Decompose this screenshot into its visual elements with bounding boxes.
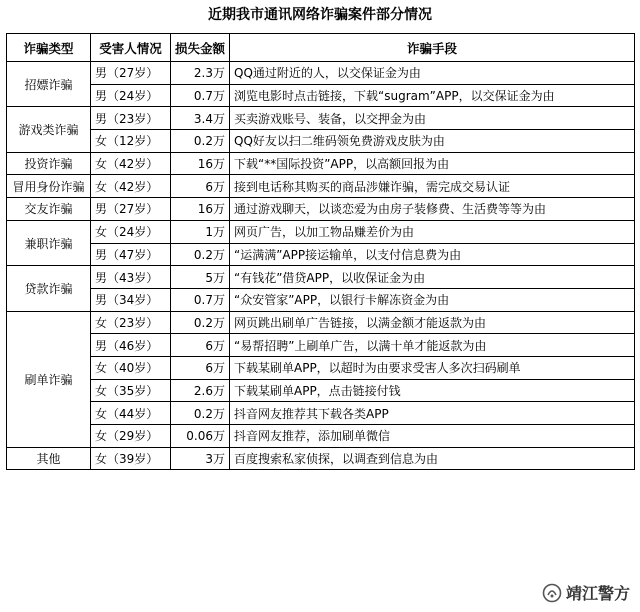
header-fraud-type: 诈骗类型 (7, 34, 91, 62)
method-cell: QQ通过附近的人，以交保证金为由 (230, 62, 635, 85)
method-cell: 接到电话称其购买的商品涉嫌诈骗，需完成交易认证 (230, 175, 635, 198)
watermark (542, 581, 630, 604)
wechat-official-account-icon (542, 583, 562, 603)
table-row (7, 334, 635, 357)
loss-cell: 0.2万 (171, 130, 230, 153)
table-row (7, 425, 635, 448)
method-cell: 下载某刷单APP，以超时为由要求受害人多次扫码刷单 (230, 356, 635, 379)
table-row (7, 130, 635, 153)
victim-cell: 女（35岁） (91, 379, 171, 402)
table-row (7, 62, 635, 85)
fraud-type-cell: 刷单诈骗 (7, 311, 91, 447)
loss-cell: 16万 (171, 198, 230, 221)
victim-cell: 男（34岁） (91, 288, 171, 311)
method-cell: 浏览电影时点击链接，下载“sugram”APP，以交保证金为由 (230, 84, 635, 107)
victim-cell: 女（23岁） (91, 311, 171, 334)
fraud-type-cell: 兼职诈骗 (7, 220, 91, 265)
fraud-type-cell: 其他 (7, 447, 91, 470)
fraud-cases-table (6, 33, 635, 470)
victim-cell: 女（29岁） (91, 425, 171, 448)
header-loss: 损失金额 (171, 34, 230, 62)
table-row (7, 288, 635, 311)
loss-cell: 6万 (171, 175, 230, 198)
loss-cell: 0.06万 (171, 425, 230, 448)
loss-cell: 3万 (171, 447, 230, 470)
loss-cell: 6万 (171, 334, 230, 357)
watermark-text: 靖江警方 (565, 584, 630, 603)
victim-cell: 女（44岁） (91, 402, 171, 425)
loss-cell: 1万 (171, 220, 230, 243)
table-row (7, 107, 635, 130)
method-cell: “众安管家”APP，以银行卡解冻资金为由 (230, 288, 635, 311)
table-row (7, 175, 635, 198)
method-cell: “运满满”APP接运输单，以支付信息费为由 (230, 243, 635, 266)
table-row (7, 220, 635, 243)
loss-cell: 0.7万 (171, 84, 230, 107)
loss-cell: 16万 (171, 152, 230, 175)
victim-cell: 女（12岁） (91, 130, 171, 153)
victim-cell: 男（46岁） (91, 334, 171, 357)
table-row (7, 266, 635, 289)
fraud-type-cell: 交友诈骗 (7, 198, 91, 221)
fraud-type-cell: 贷款诈骗 (7, 266, 91, 311)
fraud-type-cell: 冒用身份诈骗 (7, 175, 91, 198)
victim-cell: 女（40岁） (91, 356, 171, 379)
table-row (7, 447, 635, 470)
method-cell: “易帮招聘”上刷单广告，以满十单才能返款为由 (230, 334, 635, 357)
table-row (7, 356, 635, 379)
table-row (7, 84, 635, 107)
victim-cell: 男（23岁） (91, 107, 171, 130)
table-body (7, 62, 635, 470)
victim-cell: 男（43岁） (91, 266, 171, 289)
loss-cell: 0.2万 (171, 402, 230, 425)
method-cell: 买卖游戏账号、装备，以交押金为由 (230, 107, 635, 130)
header-method: 诈骗手段 (230, 34, 635, 62)
table-row (7, 243, 635, 266)
method-cell: QQ好友以扫二维码领免费游戏皮肤为由 (230, 130, 635, 153)
loss-cell: 5万 (171, 266, 230, 289)
loss-cell: 2.6万 (171, 379, 230, 402)
loss-cell: 0.7万 (171, 288, 230, 311)
victim-cell: 女（24岁） (91, 220, 171, 243)
victim-cell: 男（27岁） (91, 198, 171, 221)
table-row (7, 152, 635, 175)
method-cell: 百度搜索私家侦探，以调查到信息为由 (230, 447, 635, 470)
method-cell: 通过游戏聊天，以谈恋爱为由房子装修费、生活费等等为由 (230, 198, 635, 221)
fraud-type-cell: 投资诈骗 (7, 152, 91, 175)
victim-cell: 男（47岁） (91, 243, 171, 266)
victim-cell: 男（24岁） (91, 84, 171, 107)
header-victim: 受害人情况 (91, 34, 171, 62)
loss-cell: 3.4万 (171, 107, 230, 130)
table-row (7, 379, 635, 402)
table-header-row (7, 34, 635, 62)
loss-cell: 2.3万 (171, 62, 230, 85)
victim-cell: 女（39岁） (91, 447, 171, 470)
method-cell: 抖音网友推荐，添加刷单微信 (230, 425, 635, 448)
method-cell: 网页跳出刷单广告链接，以满金额才能返款为由 (230, 311, 635, 334)
table-row (7, 311, 635, 334)
loss-cell: 6万 (171, 356, 230, 379)
loss-cell: 0.2万 (171, 243, 230, 266)
page-title: 近期我市通讯网络诈骗案件部分情况 (208, 7, 432, 23)
method-cell: 网页广告，以加工物品赚差价为由 (230, 220, 635, 243)
fraud-type-cell: 招嫖诈骗 (7, 62, 91, 107)
victim-cell: 女（42岁） (91, 175, 171, 198)
loss-cell: 0.2万 (171, 311, 230, 334)
method-cell: 抖音网友推荐其下载各类APP (230, 402, 635, 425)
method-cell: 下载某刷单APP，点击链接付钱 (230, 379, 635, 402)
table-row (7, 198, 635, 221)
table-row (7, 402, 635, 425)
fraud-type-cell: 游戏类诈骗 (7, 107, 91, 152)
victim-cell: 女（42岁） (91, 152, 171, 175)
victim-cell: 男（27岁） (91, 62, 171, 85)
method-cell: “有钱花”借贷APP，以收保证金为由 (230, 266, 635, 289)
method-cell: 下载“**国际投资”APP，以高额回报为由 (230, 152, 635, 175)
